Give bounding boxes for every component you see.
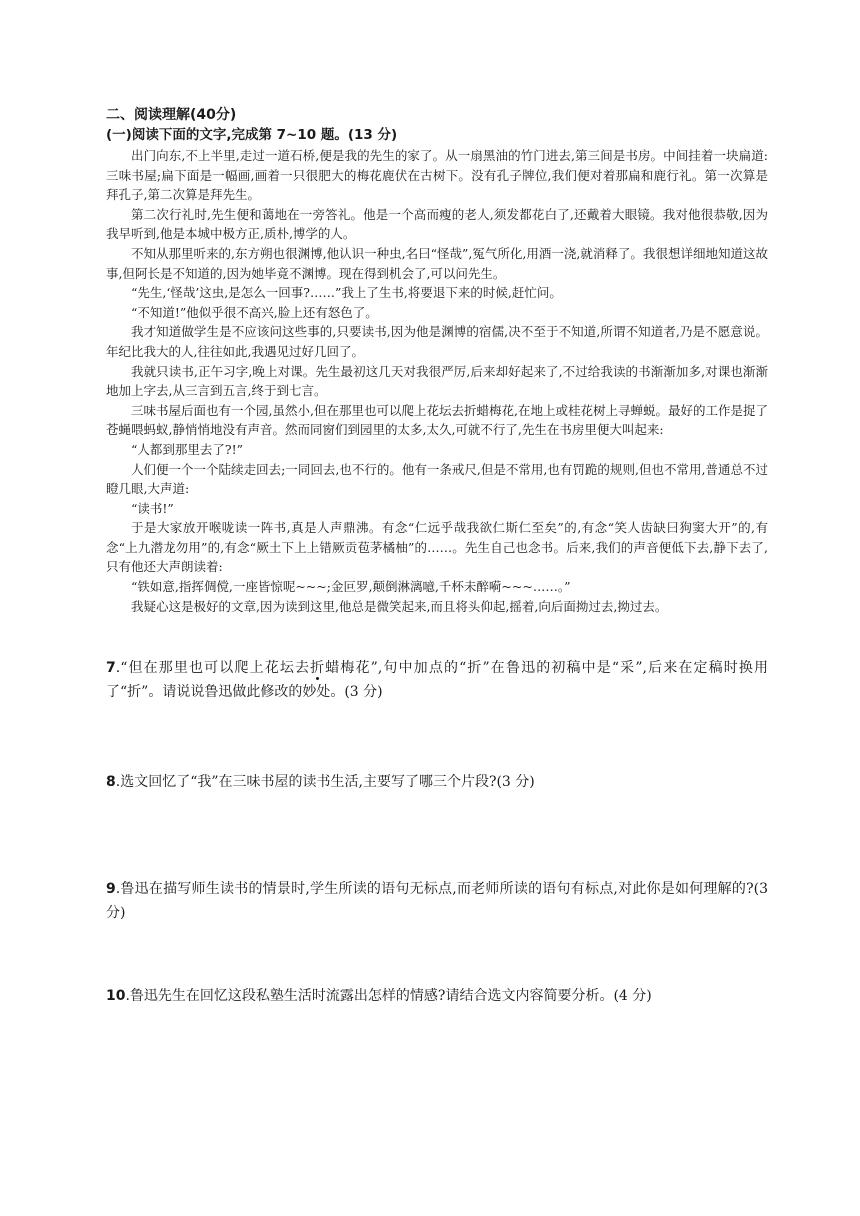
reading-instructions: (一)阅读下面的文字,完成第 7~10 题。(13 分) <box>106 127 398 143</box>
question-7 <box>106 656 768 704</box>
question-8 <box>106 770 768 794</box>
passage-paragraph: “读书!” <box>131 500 174 516</box>
passage-paragraph: 人们便一个一个陆续走回去;一同回去,也不行的。他有一条戒尺,但是不常用,也有罚跪的规则,但也不常用,普通总不过瞪几眼,大声道: <box>106 461 768 497</box>
question-text: 蜡梅花”,句中加点的“折”在鲁迅的初稿中是“采”,后来在定稿时换用了“折”。请说说鲁迅做此修改的妙处。(3 分) <box>106 660 769 700</box>
passage-paragraph: 三味书屋后面也有一个园,虽然小,但在那里也可以爬上花坛去折蜡梅花,在地上或桂花树上寻蝉蜕。最好的工作是捉了苍蝇喂蚂蚁,静悄悄地没有声音。然而同窗们到园里的太多,太久,可就不行了,先生在书房里便大叫起来: <box>106 402 768 438</box>
question-number: 10 <box>106 988 126 1004</box>
question-number: 9 <box>106 881 116 897</box>
passage-paragraph: 第二次行礼时,先生便和蔼地在一旁答礼。他是一个高而瘦的老人,须发都花白了,还戴着大眼镜。我对他很恭敬,因为我早听到,他是本城中极方正,质朴,博学的人。 <box>106 206 768 242</box>
question-number: 8 <box>106 774 116 790</box>
question-text: .鲁迅先生在回忆这段私塾生活时流露出怎样的情感?请结合选文内容简要分析。(4 分) <box>125 988 652 1004</box>
passage-paragraph: 不知从那里听来的,东方朔也很渊博,他认识一种虫,名曰“怪哉”,冤气所化,用酒一浇,就消释了。我很想详细地知道这故事,但阿长是不知道的,因为她毕竟不渊博。现在得到机会了,可以问先生。 <box>106 245 768 281</box>
question-9 <box>106 877 768 925</box>
passage-paragraph: 我才知道做学生是不应该问这些事的,只要读书,因为他是渊博的宿儒,决不至于不知道,所谓不知道者,乃是不愿意说。年纪比我大的人,往往如此,我遇见过好几回了。 <box>106 324 768 359</box>
passage-paragraph: “铁如意,指挥倜傥,一座皆惊呢~~~;金叵罗,颠倒淋漓噫,千杯未醉嗬~~~……。” <box>131 579 571 595</box>
passage-paragraph: “人都到那里去了?!” <box>131 441 244 457</box>
passage-paragraph: 我疑心这是极好的文章,因为读到这里,他总是微笑起来,而且将头仰起,摇着,向后面拗过去,拗过去。 <box>131 598 668 614</box>
reading-passage <box>106 146 768 616</box>
question-text: .“但在那里也可以爬上花坛去 <box>115 660 311 676</box>
question-number: 7 <box>106 660 116 676</box>
question-text: .选文回忆了“我”在三味书屋的读书生活,主要写了哪三个片段?(3 分) <box>115 774 535 790</box>
question-10 <box>106 984 768 1008</box>
question-text: .鲁迅在描写师生读书的情景时,学生所读的语句无标点,而老师所读的语句有标点,对此你是如何理解的?(3 分) <box>106 881 768 921</box>
section-title: 二、阅读理解(40分) <box>106 107 237 123</box>
passage-paragraph: “先生,‘怪哉’这虫,是怎么一回事?……”我上了生书,将要退下来的时候,赶忙问。 <box>131 285 562 301</box>
passage-paragraph: 于是大家放开喉咙读一阵书,真是人声鼎沸。有念“仁远乎哉我欲仁斯仁至矣”的,有念“笑人齿缺曰狗窦大开”的,有念“上九潜龙勿用”的,有念“厥土下上上错厥贡苞茅橘柚”的……。先生自己也念书。后来,我们的声音便低下去,静下去了,只有他还大声朗读着: <box>106 520 768 575</box>
passage-paragraph: 我就只读书,正午习字,晚上对课。先生最初这几天对我很严厉,后来却好起来了,不过给我读的书渐渐加多,对课也渐渐地加上字去,从三言到五言,终于到七言。 <box>106 363 768 399</box>
emphasized-character: 折 <box>310 660 326 676</box>
passage-paragraph: 出门向东,不上半里,走过一道石桥,便是我的先生的家了。从一扇黑油的竹门进去,第三间是书房。中间挂着一块扁道:三味书屋;扁下面是一幅画,画着一只很肥大的梅花鹿伏在古树下。没有孔子牌位,我们便对着那扁和鹿行礼。第一次算是拜孔子,第二次算是拜先生。 <box>106 148 768 203</box>
passage-paragraph: “不知道!”他似乎很不高兴,脸上还有怒色了。 <box>131 304 378 320</box>
